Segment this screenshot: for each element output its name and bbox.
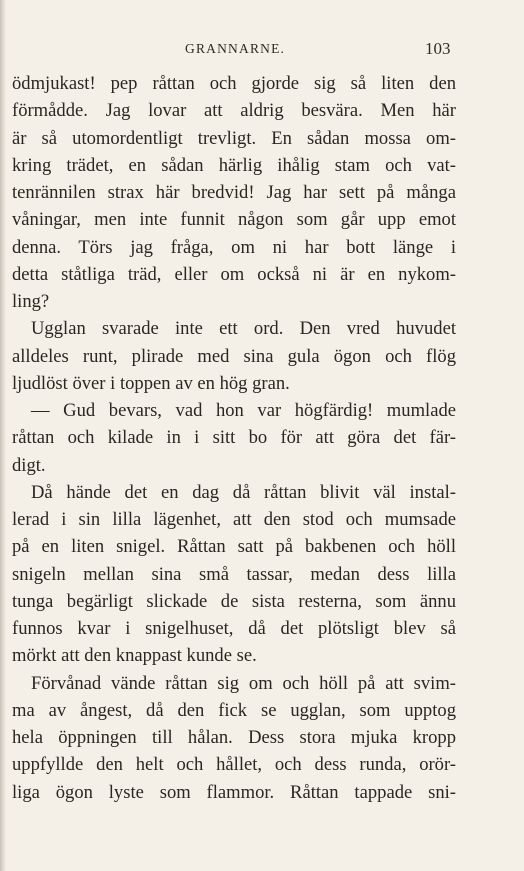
text-line: liga ögon lyste som flammor. Råttan tappade sni- — [12, 781, 456, 803]
text-line: digt. — [12, 454, 46, 476]
running-head — [0, 38, 524, 60]
text-line: alldeles runt, plirade med sina gula ögon och flög — [12, 345, 456, 367]
text-line: tenrännilen strax här bredvid! Jag har sett på många — [12, 182, 456, 203]
text-line: mörkt att den knappast kunde se. — [12, 645, 257, 667]
text-line: denna. Törs jag fråga, om ni har bott länge i — [12, 236, 456, 258]
text-line: förmådde. Jag lovar att aldrig besvära. Men här — [12, 100, 456, 122]
text-line: hela öppningen till hålan. Dess stora mjuka kropp — [12, 727, 456, 748]
text-line: funnos kvar i snigelhuset, då det plötsligt blev så — [12, 618, 456, 639]
text-line: på en liten snigel. Råttan satt på bakbenen och höll — [12, 536, 456, 558]
text-line: kring trädet, en sådan härlig ihålig stam och vat- — [12, 154, 456, 176]
text-line: ödmjukast! pep råttan och gjorde sig så liten den — [12, 73, 456, 94]
text-line: Förvånad vände råttan sig om och höll på att svim- — [31, 672, 456, 694]
page-number: 103 — [425, 39, 451, 58]
text-line: lerad i sin lilla lägenhet, att den stod och mumsade — [12, 509, 456, 530]
text-line: ljudlöst över i toppen av en hög gran. — [12, 372, 290, 394]
text-line: Ugglan svarade inte ett ord. Den vred huvudet — [31, 318, 456, 340]
text-line: ma av ångest, då den fick se ugglan, som upptog — [12, 699, 456, 721]
body-text — [12, 70, 456, 806]
text-line: ling? — [12, 291, 50, 312]
running-head-title: GRANNARNE. — [185, 41, 286, 56]
text-line: är så utomordentligt trevligt. En sådan mossa om- — [12, 127, 456, 149]
text-line: — Gud bevars, vad hon var högfärdig! mumlade — [31, 400, 456, 421]
text-line: råttan och kilade in i sitt bo för att göra det fär- — [12, 427, 456, 449]
text-line: uppfyllde den helt och hållet, och dess runda, orör- — [12, 754, 456, 776]
text-line: detta ståtliga träd, eller om också ni är en nykom- — [12, 263, 456, 285]
text-line: snigeln mellan sina små tassar, medan dess lilla — [12, 563, 456, 585]
text-line: Då hände det en dag då råttan blivit väl instal- — [31, 481, 456, 503]
text-line: våningar, men inte funnit någon som går upp emot — [12, 209, 456, 231]
page-gutter-shadow — [0, 0, 6, 871]
text-line: tunga begärligt slickade de sista resterna, som ännu — [12, 590, 456, 612]
